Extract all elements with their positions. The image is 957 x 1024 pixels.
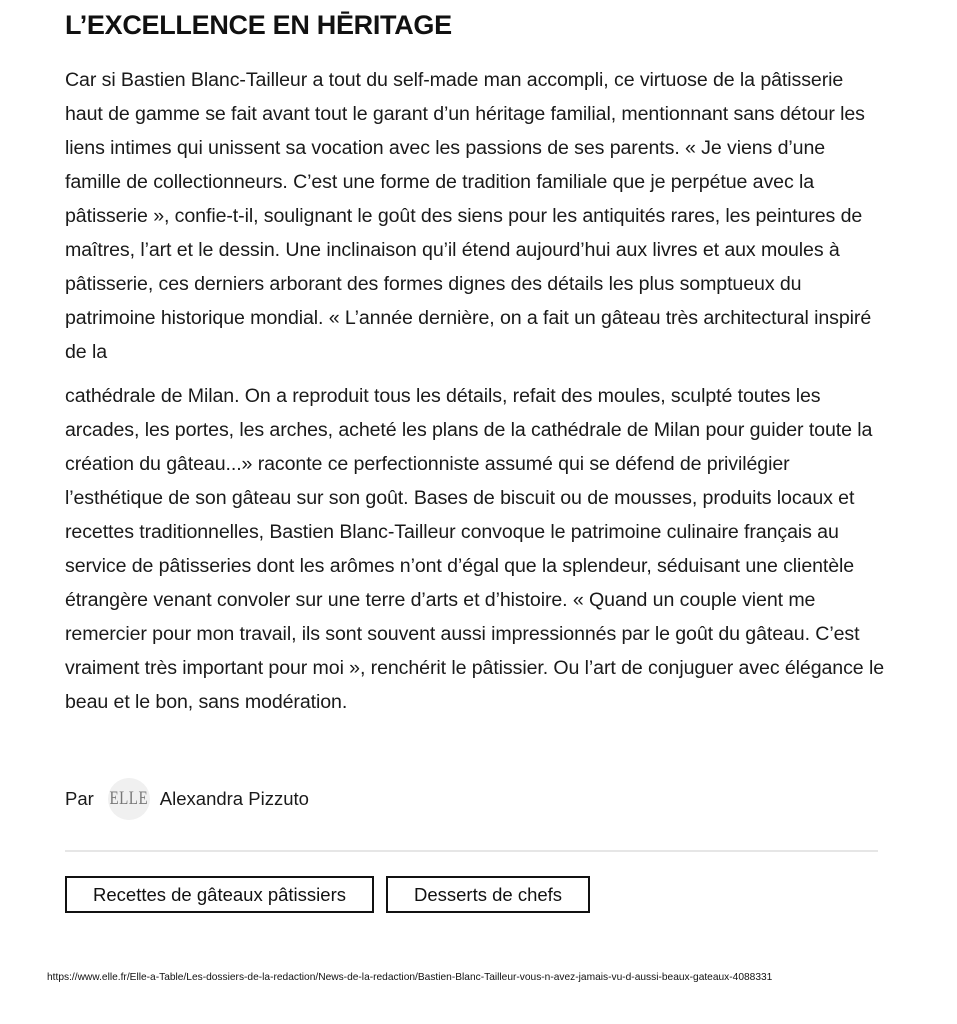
article-paragraph-2: cathédrale de Milan. On a reproduit tous les détails, refait des moules, sculpté toutes les arcades, les portes, les arches, acheté les plans de la cathédrale de Milan pour guider toute la création du gâteau...» raconte ce perfectionniste assumé qui se défend de privilégier l’esthétique de son gâteau sur son goût. Bases de biscuit ou de mousses, produits locaux et recettes traditionnelles, Bastien Blanc-Tailleur convoque le patrimoine culinaire français au service de pâtisseries dont les arômes n’ont d’égal que la splendeur, séduisant une clientèle étrangère venant convoler sur une terre d’arts et d’histoire. « Quand un couple vient me remercier pour mon travail, ils sont souvent aussi impressionnés par le goût du gâteau. C’est vraiment très important pour moi », renchérit le pâtissier. Ou l’art de conjuguer avec élégance le beau et le bon, sans modération. [65,385,884,713]
tag-recettes-gateaux[interactable]: Recettes de gâteaux pâtissiers [65,876,374,913]
divider [65,850,878,852]
page-url: https://www.elle.fr/Elle-a-Table/Les-dossiers-de-la-redaction/News-de-la-redaction/Bastien-Blanc-Tailleur-vous-n-avez-jamais-vu-d-aussi-beaux-gateaux-4088331 [47,972,773,983]
byline [65,777,309,821]
elle-logo-avatar[interactable] [108,778,150,820]
article-paragraph-1: Car si Bastien Blanc-Tailleur a tout du self-made man accompli, ce virtuose de la pâtisserie haut de gamme se fait avant tout le garant d’un héritage familial, mentionnant sans détour les liens intimes qui unissent sa vocation avec les passions de ses parents. « Je viens d’une famille de collectionneurs. C’est une forme de tradition familiale que je perpétue avec la pâtisserie », confie-t-il, soulignant le goût des siens pour les antiquités rares, les peintures de maîtres, l’art et le dessin. Une inclinaison qu’il étend aujourd’hui aux livres et aux moules à pâtisserie, ces derniers arborant des formes dignes des détails les plus somptueux du patrimoine historique mondial. « L’année dernière, on a fait un gâteau très architectural inspiré de la [65,69,872,363]
author-link[interactable]: Alexandra Pizzuto [159,788,309,809]
article-body [65,0,885,719]
tag-list [65,876,590,913]
elle-logo-icon: ELLE [109,788,149,809]
tag-desserts-chefs[interactable]: Desserts de chefs [386,876,590,913]
byline-prefix: Par [65,788,94,809]
section-heading: L’EXCELLENCE EN HĒRITAGE [65,10,452,40]
